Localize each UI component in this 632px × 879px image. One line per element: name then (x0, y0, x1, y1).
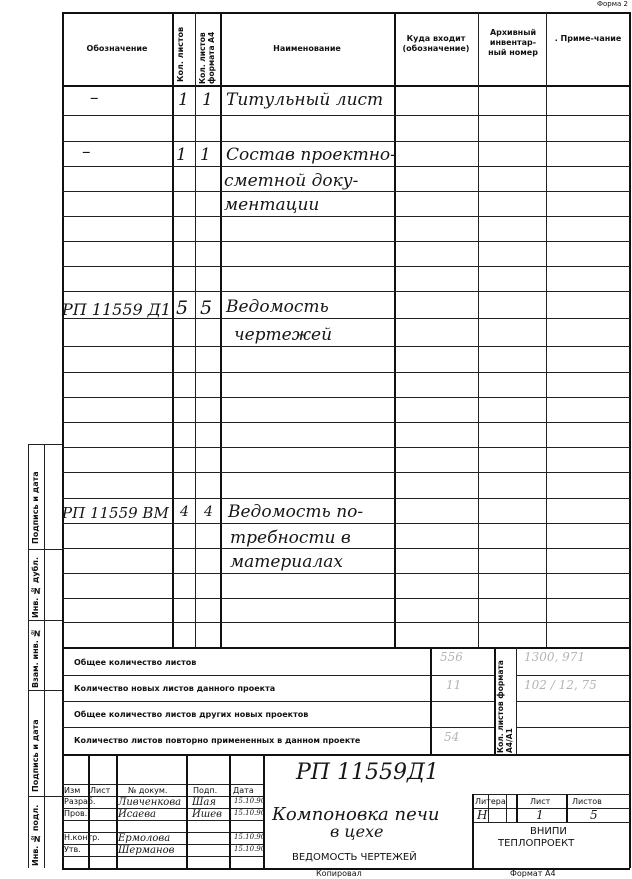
row-7-designation: РП 11559 ВМ (62, 504, 169, 522)
summary-line-3b (516, 727, 629, 728)
margin-top (28, 444, 62, 445)
stamp-person-role: Н.контр. (64, 833, 100, 842)
row-2-sheets: 1 (176, 145, 187, 165)
stamp-person-date: 15.10.90 (234, 797, 266, 805)
frame-top (62, 12, 630, 14)
stamp-row-line (472, 794, 630, 795)
stamp-org-2: ТЕПЛОПРОЕКТ (498, 838, 575, 849)
stamp-v-lit4 (566, 794, 568, 822)
summary-line-1b (516, 675, 629, 676)
row-1-sheets: 1 (178, 90, 189, 110)
row-4-name: ментации (224, 195, 320, 215)
summary-label-1: Общее количество листов (74, 658, 197, 667)
margin-outer (28, 444, 29, 868)
stamp-person-date: 15.10.90 (234, 833, 266, 841)
stamp-v-izm (88, 754, 90, 868)
row-2-designation: – (82, 142, 91, 162)
summary-label-3: Общее количество листов других новых проектов (74, 710, 309, 719)
table-row-line (62, 422, 630, 423)
table-row-line (62, 291, 630, 292)
stamp-person-sign: Ишев (192, 809, 222, 820)
table-row-line (62, 622, 630, 623)
margin-sep-4 (28, 796, 62, 797)
stamp-row-line (62, 808, 263, 809)
summary-value-a-2: 11 (446, 678, 462, 692)
margin-sep-2 (28, 620, 62, 621)
table-row-line (62, 266, 630, 267)
row-8-name: требности в (230, 528, 351, 548)
stamp-v-lit3 (516, 794, 518, 822)
stamp-v-main (472, 794, 474, 868)
stamp-v-lit2 (506, 794, 507, 822)
table-row-line (62, 472, 630, 473)
header-note: . Приме-чание (554, 34, 622, 43)
stamp-litera-label: Литера (475, 797, 506, 806)
header-designation: Обозначение (86, 44, 148, 53)
table-row-line (62, 191, 630, 192)
header-format-count: Кол. листов формата А4 (198, 31, 216, 84)
table-row-line (62, 548, 630, 549)
stamp-row-line (62, 820, 263, 821)
margin-inv-dubl: Инв. № дубл. (31, 556, 40, 618)
stamp-doc-title: ВЕДОМОСТЬ ЧЕРТЕЖЕЙ (292, 852, 417, 863)
summary-value-b-2: 102 / 12, 75 (524, 678, 597, 692)
summary-label-2: Количество новых листов данного проекта (74, 684, 276, 693)
table-row-line (62, 397, 630, 398)
stamp-code: РП 11559Д1 (296, 760, 439, 785)
table-row-line (62, 216, 630, 217)
stamp-v-doc (186, 754, 188, 868)
row-1-formats: 1 (202, 90, 213, 110)
summary-vertical-label: Кол. листов формата А4/А1 (496, 660, 514, 753)
stamp-person-name: Ливченкова (118, 797, 182, 808)
table-row-line (62, 447, 630, 448)
row-5-formats: 5 (200, 297, 213, 319)
form-label: Форма 2 (596, 0, 628, 8)
stamp-row-line (62, 856, 263, 857)
col-line-2 (195, 12, 196, 647)
stamp-v-sign (229, 754, 231, 868)
table-row-line (62, 115, 630, 116)
col-line-1 (172, 12, 174, 647)
table-row-line (62, 141, 630, 142)
summary-value-b-1: 1300, 971 (524, 650, 586, 664)
row-1-designation: – (90, 88, 99, 108)
stamp-sheets-value: 5 (590, 808, 598, 822)
row-2-formats: 1 (200, 145, 211, 165)
table-row-line (62, 346, 630, 347)
header-archive-no: Архивный инвентар-ный номер (488, 28, 538, 57)
stamp-title-2: в цехе (330, 822, 384, 841)
stamp-person-role: Утв. (64, 845, 81, 854)
footer-copied: Копировал (316, 869, 362, 878)
row-5-sheets: 5 (176, 297, 189, 319)
row-5-designation: РП 11559 Д1 (62, 300, 171, 319)
table-row-line (62, 598, 630, 599)
header-name: Наименование (273, 44, 341, 53)
stamp-person-role: Пров. (64, 809, 88, 818)
row-6-name: чертежей (234, 325, 333, 345)
summary-value-a-1: 556 (440, 650, 463, 664)
stamp-sheet-label: Лист (530, 797, 551, 806)
summary-label-4: Количество листов повторно примененных в данном проекте (74, 736, 361, 745)
col-line-6 (546, 12, 547, 647)
stamp-person-name: Исаева (118, 809, 156, 820)
row-7-name: Ведомость по- (228, 502, 364, 522)
stamp-person-name: Ермолова (118, 833, 171, 844)
summary-v-1 (430, 647, 432, 754)
stamp-person-date: 15.10.90 (234, 845, 266, 853)
table-row-line (62, 241, 630, 242)
stamp-person-name: Шерманов (118, 845, 175, 856)
stamp-person-role: Разраб. (64, 797, 96, 806)
stamp-person-sign: Шая (192, 797, 216, 808)
footer-format: Формат А4 (510, 869, 556, 878)
row-2-name: Состав проектно- (226, 145, 396, 165)
margin-sep-1 (28, 549, 62, 550)
summary-line-2b (516, 701, 629, 702)
stamp-col-doc: № докум. (128, 786, 168, 795)
row-3-name: сметной доку- (224, 171, 359, 191)
col-line-3 (220, 12, 222, 647)
stamp-col-sign: Подп. (193, 786, 218, 795)
stamp-top (62, 754, 630, 756)
row-1-name: Титульный лист (226, 90, 384, 110)
row-7-sheets: 4 (180, 504, 189, 520)
margin-sign-date-1: Подпись и дата (31, 471, 40, 544)
margin-inner (44, 444, 45, 868)
table-row-line (62, 523, 630, 524)
summary-value-a-4: 54 (444, 730, 460, 744)
stamp-sheet-value: 1 (536, 808, 544, 822)
col-line-4 (394, 12, 396, 647)
col-line-5 (478, 12, 479, 647)
row-7-formats: 4 (204, 504, 213, 520)
table-row-line (62, 372, 630, 373)
header-included-in: Куда входит (обозначение) (402, 34, 470, 53)
stamp-col-izm: Изм (64, 786, 81, 795)
header-sheet-count: Кол. листов (176, 26, 185, 82)
margin-inv-podl: Инв. № подл. (31, 804, 40, 866)
stamp-col-list: Лист (90, 786, 111, 795)
summary-v-3 (516, 647, 517, 754)
row-5-name: Ведомость (226, 297, 329, 317)
stamp-row-line (62, 784, 263, 785)
table-row-line (62, 573, 630, 574)
stamp-col-date: Дата (233, 786, 254, 795)
margin-sign-date-2: Подпись и дата (31, 719, 40, 792)
margin-sep-3 (28, 690, 62, 691)
stamp-row-line (472, 808, 630, 809)
stamp-title-1: Компоновка печи (272, 804, 440, 825)
stamp-sheets-label: Листов (572, 797, 602, 806)
stamp-person-date: 15.10.90 (234, 809, 266, 817)
table-row-line (62, 498, 630, 499)
margin-vzam-inv: Взам. инв. № (31, 628, 40, 688)
stamp-org-1: ВНИПИ (530, 826, 567, 837)
stamp-litera-value: Н (477, 808, 488, 822)
stamp-row-line (472, 822, 630, 823)
row-9-name: материалах (230, 552, 343, 572)
header-divider (62, 85, 630, 87)
table-row-line (62, 166, 630, 167)
summary-top (62, 647, 630, 649)
